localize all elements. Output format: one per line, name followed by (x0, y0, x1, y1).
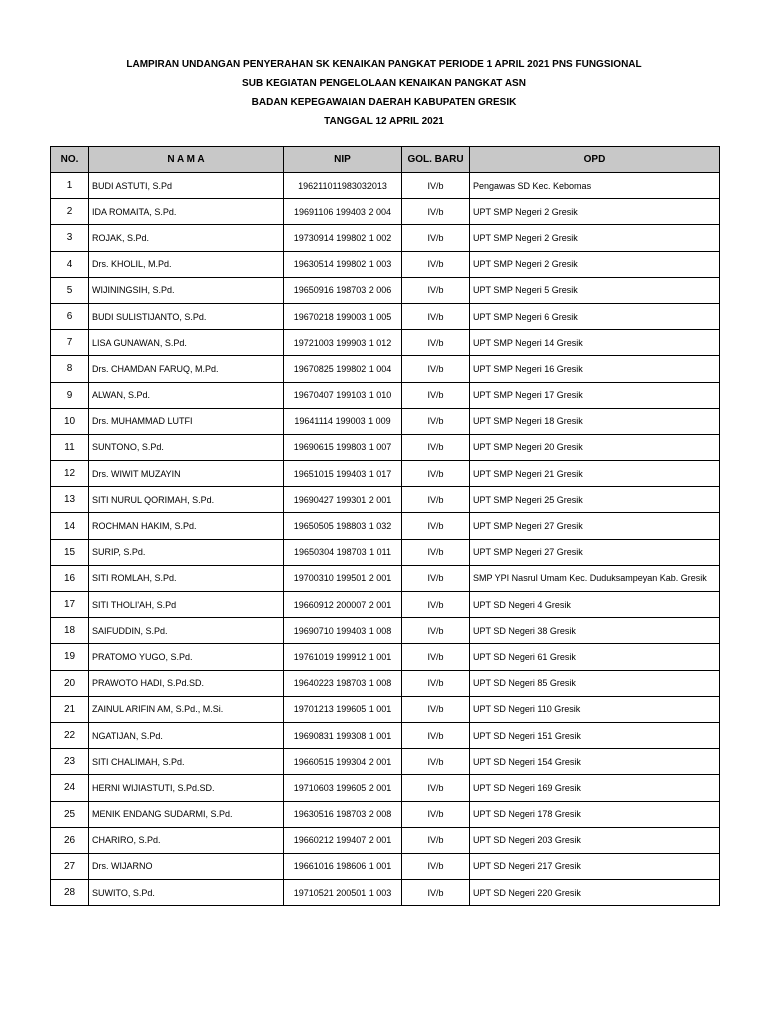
cell-opd: UPT SMP Negeri 20 Gresik (470, 434, 720, 460)
cell-opd: UPT SMP Negeri 5 Gresik (470, 277, 720, 303)
cell-opd: UPT SD Negeri 4 Gresik (470, 592, 720, 618)
cell-gol: IV/b (402, 199, 470, 225)
cell-nip: 19691106 199403 2 004 (284, 199, 402, 225)
cell-no: 9 (51, 382, 89, 408)
cell-gol: IV/b (402, 434, 470, 460)
cell-no: 17 (51, 592, 89, 618)
cell-opd: UPT SMP Negeri 17 Gresik (470, 382, 720, 408)
cell-nama: SITI THOLI'AH, S.Pd (89, 592, 284, 618)
cell-nama: SUWITO, S.Pd. (89, 880, 284, 906)
cell-opd: UPT SD Negeri 169 Gresik (470, 775, 720, 801)
cell-no: 1 (51, 173, 89, 199)
cell-gol: IV/b (402, 408, 470, 434)
cell-nip: 19630516 198703 2 008 (284, 801, 402, 827)
cell-nama: SUNTONO, S.Pd. (89, 434, 284, 460)
cell-gol: IV/b (402, 696, 470, 722)
cell-no: 8 (51, 356, 89, 382)
cell-nama: Drs. WIJARNO (89, 853, 284, 879)
cell-nama: WIJININGSIH, S.Pd. (89, 277, 284, 303)
cell-opd: UPT SMP Negeri 6 Gresik (470, 303, 720, 329)
table-row (51, 853, 720, 879)
cell-opd: UPT SD Negeri 220 Gresik (470, 880, 720, 906)
cell-no: 7 (51, 330, 89, 356)
table-row (51, 513, 720, 539)
cell-gol: IV/b (402, 225, 470, 251)
cell-nama: BUDI SULISTIJANTO, S.Pd. (89, 303, 284, 329)
table-row (51, 592, 720, 618)
cell-opd: UPT SMP Negeri 14 Gresik (470, 330, 720, 356)
cell-nip: 19661016 198606 1 001 (284, 853, 402, 879)
cell-nip: 19660515 199304 2 001 (284, 749, 402, 775)
cell-opd: UPT SMP Negeri 2 Gresik (470, 199, 720, 225)
cell-no: 6 (51, 303, 89, 329)
header-title: LAMPIRAN UNDANGAN PENYERAHAN SK KENAIKAN PANGKAT PERIODE 1 APRIL 2021 PNS FUNGSIONAL (126, 59, 642, 70)
cell-opd: UPT SD Negeri 85 Gresik (470, 670, 720, 696)
cell-nama: SITI NURUL QORIMAH, S.Pd. (89, 487, 284, 513)
column-header-no: NO. (51, 147, 89, 173)
cell-opd: UPT SD Negeri 151 Gresik (470, 722, 720, 748)
cell-nama: MENIK ENDANG SUDARMI, S.Pd. (89, 801, 284, 827)
table-row (51, 408, 720, 434)
cell-nama: ALWAN, S.Pd. (89, 382, 284, 408)
table-header-row (51, 147, 720, 173)
cell-no: 26 (51, 827, 89, 853)
cell-gol: IV/b (402, 775, 470, 801)
table-row (51, 749, 720, 775)
cell-gol: IV/b (402, 670, 470, 696)
table-row (51, 173, 720, 199)
cell-opd: UPT SMP Negeri 27 Gresik (470, 513, 720, 539)
cell-nama: Drs. WIWIT MUZAYIN (89, 461, 284, 487)
cell-nip: 19650505 198803 1 032 (284, 513, 402, 539)
cell-no: 10 (51, 408, 89, 434)
table-body (51, 173, 720, 906)
cell-nip: 19761019 199912 1 001 (284, 644, 402, 670)
cell-nip: 19690615 199803 1 007 (284, 434, 402, 460)
cell-no: 2 (51, 199, 89, 225)
cell-nip: 19690831 199308 1 001 (284, 722, 402, 748)
cell-no: 20 (51, 670, 89, 696)
cell-gol: IV/b (402, 827, 470, 853)
cell-opd: UPT SD Negeri 217 Gresik (470, 853, 720, 879)
table-row (51, 801, 720, 827)
table-row (51, 251, 720, 277)
cell-nama: SITI CHALIMAH, S.Pd. (89, 749, 284, 775)
cell-opd: UPT SD Negeri 178 Gresik (470, 801, 720, 827)
cell-nama: HERNI WIJIASTUTI, S.Pd.SD. (89, 775, 284, 801)
cell-nip: 19710521 200501 1 003 (284, 880, 402, 906)
cell-gol: IV/b (402, 303, 470, 329)
cell-gol: IV/b (402, 722, 470, 748)
column-header-gol: GOL. BARU (402, 147, 470, 173)
cell-opd: UPT SD Negeri 203 Gresik (470, 827, 720, 853)
cell-opd: SMP YPI Nasrul Umam Kec. Duduksampeyan Kab. Gresik (470, 565, 720, 591)
header-agency: BADAN KEPEGAWAIAN DAERAH KABUPATEN GRESIK (251, 97, 517, 108)
cell-nama: PRAWOTO HADI, S.Pd.SD. (89, 670, 284, 696)
cell-nama: CHARIRO, S.Pd. (89, 827, 284, 853)
table-row (51, 434, 720, 460)
document-header (0, 55, 768, 131)
cell-nip: 19690710 199403 1 008 (284, 618, 402, 644)
column-header-opd: OPD (470, 147, 720, 173)
cell-nip: 19670218 199003 1 005 (284, 303, 402, 329)
cell-gol: IV/b (402, 356, 470, 382)
cell-gol: IV/b (402, 251, 470, 277)
table-row (51, 775, 720, 801)
cell-nama: ROCHMAN HAKIM, S.Pd. (89, 513, 284, 539)
cell-nip: 19721003 199903 1 012 (284, 330, 402, 356)
cell-nama: Drs. CHAMDAN FARUQ, M.Pd. (89, 356, 284, 382)
table-row (51, 487, 720, 513)
table-row (51, 880, 720, 906)
cell-gol: IV/b (402, 644, 470, 670)
table-row (51, 722, 720, 748)
cell-no: 25 (51, 801, 89, 827)
header-subtitle: SUB KEGIATAN PENGELOLAAN KENAIKAN PANGKAT ASN (242, 78, 526, 89)
cell-no: 19 (51, 644, 89, 670)
cell-gol: IV/b (402, 487, 470, 513)
cell-opd: UPT SD Negeri 38 Gresik (470, 618, 720, 644)
cell-no: 13 (51, 487, 89, 513)
cell-nip: 19640223 198703 1 008 (284, 670, 402, 696)
cell-gol: IV/b (402, 461, 470, 487)
cell-nama: BUDI ASTUTI, S.Pd (89, 173, 284, 199)
cell-nama: Drs. KHOLIL, M.Pd. (89, 251, 284, 277)
cell-nip: 19650304 198703 1 011 (284, 539, 402, 565)
cell-gol: IV/b (402, 277, 470, 303)
cell-opd: UPT SMP Negeri 2 Gresik (470, 225, 720, 251)
cell-nip: 19660912 200007 2 001 (284, 592, 402, 618)
cell-nip: 19650916 198703 2 006 (284, 277, 402, 303)
table-row (51, 356, 720, 382)
cell-gol: IV/b (402, 539, 470, 565)
cell-gol: IV/b (402, 853, 470, 879)
table-row (51, 618, 720, 644)
cell-no: 12 (51, 461, 89, 487)
cell-gol: IV/b (402, 880, 470, 906)
cell-opd: UPT SD Negeri 61 Gresik (470, 644, 720, 670)
cell-gol: IV/b (402, 513, 470, 539)
cell-no: 21 (51, 696, 89, 722)
cell-nip: 19651015 199403 1 017 (284, 461, 402, 487)
header-date: TANGGAL 12 APRIL 2021 (324, 116, 444, 127)
cell-no: 27 (51, 853, 89, 879)
table-row (51, 461, 720, 487)
cell-no: 22 (51, 722, 89, 748)
cell-gol: IV/b (402, 565, 470, 591)
cell-gol: IV/b (402, 330, 470, 356)
cell-nip: 196211011983032013 (284, 173, 402, 199)
table-row (51, 827, 720, 853)
cell-no: 11 (51, 434, 89, 460)
cell-gol: IV/b (402, 382, 470, 408)
table-row (51, 539, 720, 565)
table-row (51, 696, 720, 722)
table-row (51, 303, 720, 329)
cell-nip: 19670407 199103 1 010 (284, 382, 402, 408)
cell-no: 24 (51, 775, 89, 801)
cell-opd: UPT SMP Negeri 2 Gresik (470, 251, 720, 277)
table-row (51, 330, 720, 356)
cell-nip: 19641114 199003 1 009 (284, 408, 402, 434)
cell-nip: 19690427 199301 2 001 (284, 487, 402, 513)
cell-opd: UPT SMP Negeri 25 Gresik (470, 487, 720, 513)
table-row (51, 199, 720, 225)
cell-nama: LISA GUNAWAN, S.Pd. (89, 330, 284, 356)
cell-opd: Pengawas SD Kec. Kebomas (470, 173, 720, 199)
cell-opd: UPT SD Negeri 110 Gresik (470, 696, 720, 722)
cell-opd: UPT SMP Negeri 18 Gresik (470, 408, 720, 434)
cell-nama: PRATOMO YUGO, S.Pd. (89, 644, 284, 670)
table-row (51, 670, 720, 696)
cell-no: 3 (51, 225, 89, 251)
cell-nip: 19710603 199605 2 001 (284, 775, 402, 801)
cell-gol: IV/b (402, 618, 470, 644)
table-row (51, 565, 720, 591)
cell-no: 14 (51, 513, 89, 539)
cell-nip: 19670825 199802 1 004 (284, 356, 402, 382)
cell-no: 5 (51, 277, 89, 303)
cell-opd: UPT SMP Negeri 21 Gresik (470, 461, 720, 487)
cell-no: 15 (51, 539, 89, 565)
cell-nip: 19700310 199501 2 001 (284, 565, 402, 591)
table-row (51, 382, 720, 408)
cell-nip: 19701213 199605 1 001 (284, 696, 402, 722)
cell-gol: IV/b (402, 749, 470, 775)
cell-gol: IV/b (402, 173, 470, 199)
column-header-nip: NIP (284, 147, 402, 173)
cell-opd: UPT SD Negeri 154 Gresik (470, 749, 720, 775)
cell-no: 4 (51, 251, 89, 277)
cell-nama: Drs. MUHAMMAD LUTFI (89, 408, 284, 434)
cell-nama: ROJAK, S.Pd. (89, 225, 284, 251)
cell-no: 18 (51, 618, 89, 644)
table-row (51, 225, 720, 251)
cell-opd: UPT SMP Negeri 27 Gresik (470, 539, 720, 565)
cell-gol: IV/b (402, 801, 470, 827)
cell-nama: IDA ROMAITA, S.Pd. (89, 199, 284, 225)
cell-gol: IV/b (402, 592, 470, 618)
column-header-nama: N A M A (89, 147, 284, 173)
cell-nama: SAIFUDDIN, S.Pd. (89, 618, 284, 644)
cell-no: 23 (51, 749, 89, 775)
cell-opd: UPT SMP Negeri 16 Gresik (470, 356, 720, 382)
cell-no: 16 (51, 565, 89, 591)
cell-nama: NGATIJAN, S.Pd. (89, 722, 284, 748)
cell-nip: 19630514 199802 1 003 (284, 251, 402, 277)
cell-nama: ZAINUL ARIFIN AM, S.Pd., M.Si. (89, 696, 284, 722)
cell-no: 28 (51, 880, 89, 906)
table-row (51, 644, 720, 670)
cell-nip: 19660212 199407 2 001 (284, 827, 402, 853)
cell-nip: 19730914 199802 1 002 (284, 225, 402, 251)
table-row (51, 277, 720, 303)
employee-table (50, 146, 720, 906)
cell-nama: SITI ROMLAH, S.Pd. (89, 565, 284, 591)
cell-nama: SURIP, S.Pd. (89, 539, 284, 565)
